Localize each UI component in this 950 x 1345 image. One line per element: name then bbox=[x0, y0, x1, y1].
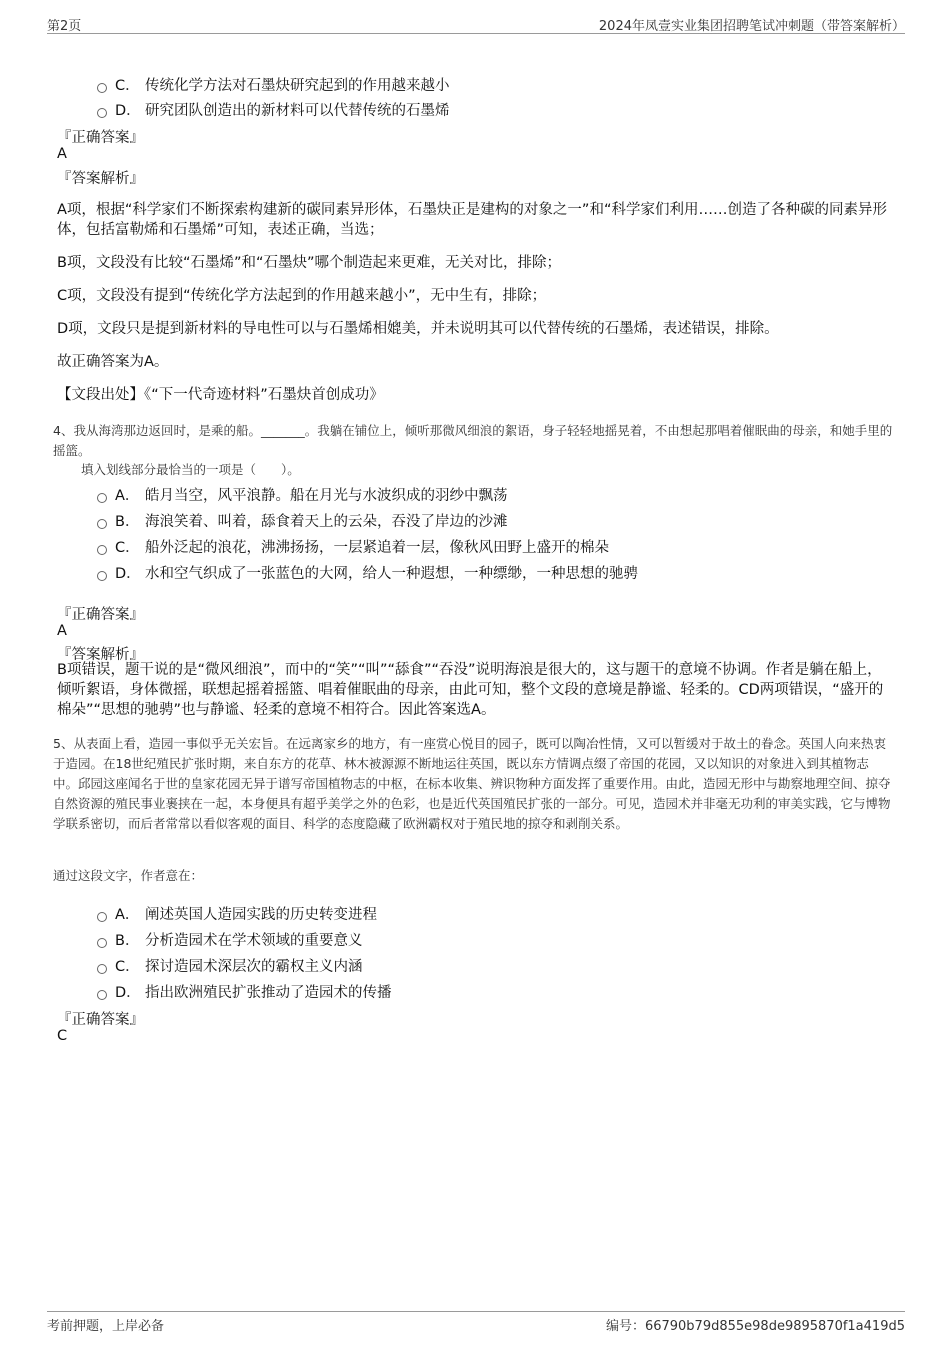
option-text: 研究团队创造出的新材料可以代替传统的石墨烯 bbox=[145, 103, 450, 119]
q3-analysis-label: 『答案解析』 bbox=[57, 171, 144, 187]
q4-option-d[interactable]: D． 水和空气织成了一张蓝色的大网，给人一种遐想，一种缥缈，一种思想的驰骋 bbox=[97, 562, 638, 582]
option-text: 阐述英国人造园实践的历史转变进程 bbox=[145, 907, 377, 923]
option-text: 指出欧洲殖民扩张推动了造园术的传播 bbox=[145, 985, 392, 1001]
option-text: 水和空气织成了一张蓝色的大网，给人一种遐想，一种缥缈，一种思想的驰骋 bbox=[145, 566, 638, 582]
q3-source: 【文段出处】《“下一代奇迹材料”石墨炔首创成功》 bbox=[57, 387, 384, 403]
radio-icon[interactable] bbox=[97, 545, 107, 555]
page-footer bbox=[47, 1311, 905, 1336]
radio-icon[interactable] bbox=[97, 964, 107, 974]
page-number: 第2页 bbox=[47, 19, 82, 34]
q3-analysis-a: A项，根据“科学家们不断探索构建新的碳同素异形体，石墨炔正是建构的对象之一”和“科学家们利用……创造了各种碳的同素异形体，包括富勒烯和石墨烯”可知，表述正确，当选； bbox=[57, 202, 887, 238]
q4-analysis-label: 『答案解析』 bbox=[57, 647, 144, 663]
option-text: 海浪笑着、叫着，舔食着天上的云朵，吞没了岸边的沙滩 bbox=[145, 514, 508, 530]
option-text: 分析造园术在学术领域的重要意义 bbox=[145, 933, 363, 949]
q4-option-a[interactable]: A． 皓月当空，风平浪静。船在月光与水波织成的羽纱中飘荡 bbox=[97, 484, 508, 504]
q4-answer-label: 『正确答案』 bbox=[57, 607, 144, 623]
q5-option-d[interactable]: D． 指出欧洲殖民扩张推动了造园术的传播 bbox=[97, 981, 392, 1001]
option-text: 探讨造园术深层次的霸权主义内涵 bbox=[145, 959, 363, 975]
q4-answer: A bbox=[57, 623, 67, 639]
q3-option-c[interactable]: C． 传统化学方法对石墨炔研究起到的作用越来越小 bbox=[97, 74, 450, 94]
radio-icon[interactable] bbox=[97, 108, 107, 118]
q5-option-b[interactable]: B． 分析造园术在学术领域的重要意义 bbox=[97, 929, 363, 949]
document-code: 编号：66790b79d855e98de9895870f1a419d5 bbox=[605, 1319, 905, 1334]
q4-option-c[interactable]: C． 船外泛起的浪花，沸沸扬扬，一层紧追着一层，像秋风田野上盛开的棉朵 bbox=[97, 536, 609, 556]
radio-icon[interactable] bbox=[97, 493, 107, 503]
q5-stem: 5、从表面上看，造园一事似乎无关宏旨。在远离家乡的地方，有一座赏心悦目的园子，既可以陶冶性情，又可以暂缓对于故土的眷念。英国人向来热衷于造园。在18世纪殖民扩张时期，来自东方的花草、林木被源源不断地运往英国，既以东方情调点缀了帝国的花园，又以知识的对象进入到其植物志中。邱园这座闻名于世的皇家花园无异于谱写帝国植物志的中枢，在标本收集、辨识物种方面发挥了重要作用。由此，造园无形中与勘察地理空间、掠夺自然资源的殖民事业裹挟在一起，本身便具有超乎美学之外的色彩，也是近代英国殖民扩张的一部分。可见，造园术并非毫无功利的审美实践，它与博物学联系密切，而后者常常以看似客观的面目、科学的态度隐藏了欧洲霸权对于殖民地的掠夺和剥削关系。 bbox=[53, 736, 891, 831]
q5-answer-label: 『正确答案』 bbox=[57, 1012, 144, 1028]
q3-answer: A bbox=[57, 146, 67, 162]
q4-option-b[interactable]: B． 海浪笑着、叫着，舔食着天上的云朵，吞没了岸边的沙滩 bbox=[97, 510, 508, 530]
q5-option-a[interactable]: A． 阐述英国人造园实践的历史转变进程 bbox=[97, 903, 377, 923]
q3-conclusion: 故正确答案为A。 bbox=[57, 354, 169, 370]
radio-icon[interactable] bbox=[97, 571, 107, 581]
option-text: 皓月当空，风平浪静。船在月光与水波织成的羽纱中飘荡 bbox=[145, 488, 508, 504]
option-text: 船外泛起的浪花，沸沸扬扬，一层紧追着一层，像秋风田野上盛开的棉朵 bbox=[145, 540, 609, 556]
page-header bbox=[47, 13, 905, 34]
q3-option-d[interactable]: D． 研究团队创造出的新材料可以代替传统的石墨烯 bbox=[97, 99, 450, 119]
radio-icon[interactable] bbox=[97, 519, 107, 529]
radio-icon[interactable] bbox=[97, 83, 107, 93]
q3-analysis-c: C项，文段没有提到“传统化学方法起到的作用越来越小”，无中生有，排除； bbox=[57, 288, 547, 304]
q3-analysis-d: D项，文段只是提到新材料的导电性可以与石墨烯相媲美，并未说明其可以代替传统的石墨烯，表述错误，排除。 bbox=[57, 321, 779, 337]
option-text: 传统化学方法对石墨炔研究起到的作用越来越小 bbox=[145, 78, 450, 94]
q4-prompt: 填入划线部分最恰当的一项是（ ）。 bbox=[81, 462, 300, 477]
radio-icon[interactable] bbox=[97, 990, 107, 1000]
q5-prompt: 通过这段文字，作者意在： bbox=[53, 868, 204, 883]
q3-analysis-b: B项，文段没有比较“石墨烯”和“石墨炔”哪个制造起来更难，无关对比，排除； bbox=[57, 255, 561, 271]
document-title: 2024年凤壹实业集团招聘笔试冲刺题（带答案解析） bbox=[598, 19, 905, 34]
q5-answer: C bbox=[57, 1028, 68, 1044]
radio-icon[interactable] bbox=[97, 912, 107, 922]
q5-option-c[interactable]: C． 探讨造园术深层次的霸权主义内涵 bbox=[97, 955, 363, 975]
q3-answer-label: 『正确答案』 bbox=[57, 130, 144, 146]
radio-icon[interactable] bbox=[97, 938, 107, 948]
footer-slogan: 考前押题，上岸必备 bbox=[47, 1319, 165, 1334]
q4-analysis: B项错误，题干说的是“微风细浪”，而中的“笑”“叫”“舔食”“吞没”说明海浪是很大的，这与题干的意境不协调。作者是躺在船上，倾听絮语，身体微摇，联想起摇着摇篮、唱着催眠曲的母亲，由此可知，整个文段的意境是静谧、轻柔的。CD两项错误，“盛开的棉朵”“思想的驰骋”也与静谧、轻柔的意境不相符合。因此答案选A。 bbox=[57, 662, 884, 718]
q4-stem: 4、我从海湾那边返回时，是乘的船。_______。我躺在铺位上，倾听那微风细浪的絮语，身子轻轻地摇晃着，不由想起那唱着催眠曲的母亲，和她手里的摇篮。 bbox=[53, 423, 893, 458]
